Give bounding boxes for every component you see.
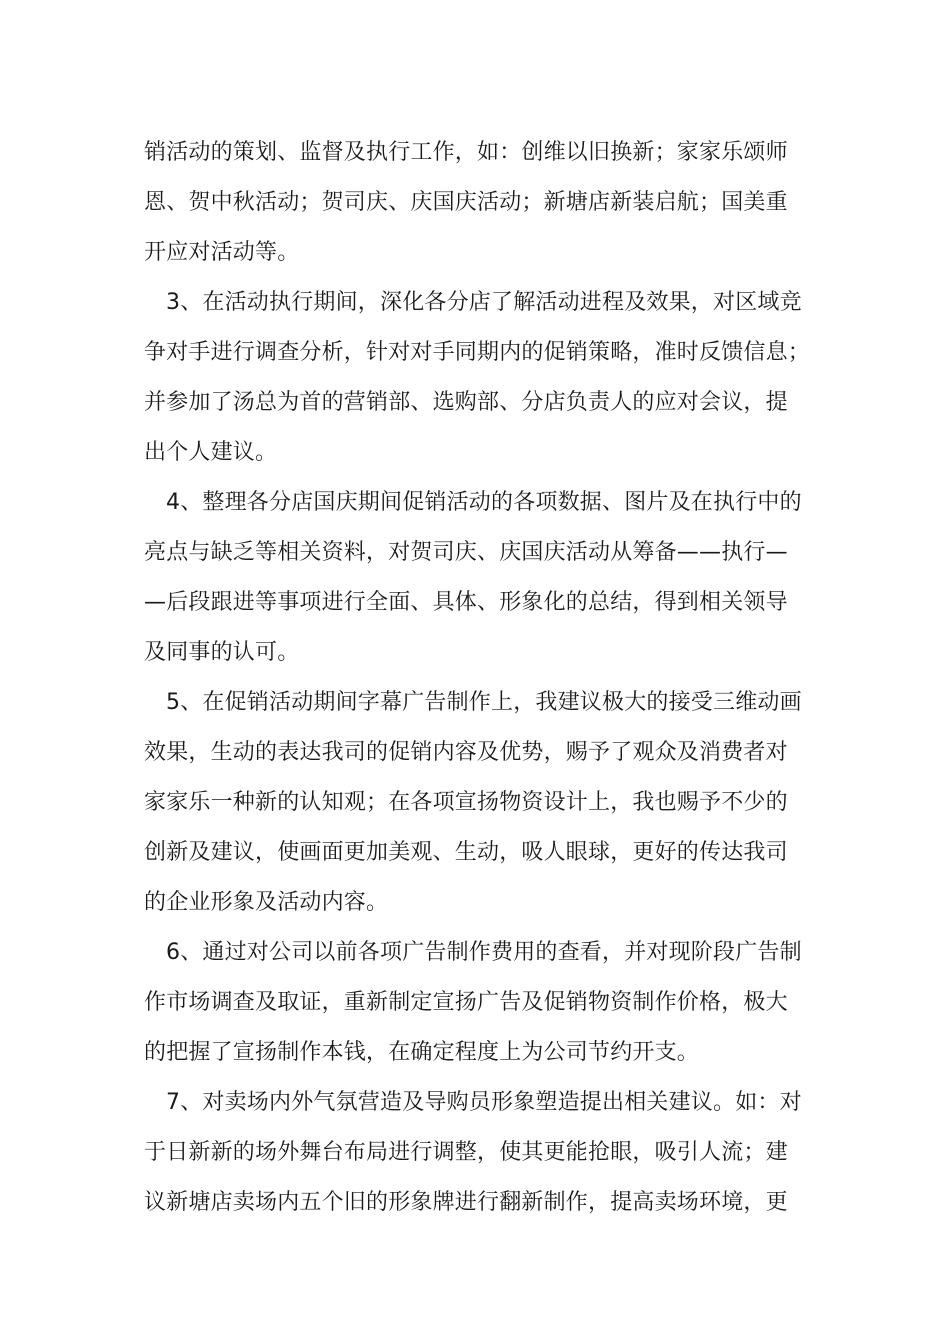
paragraph-3-start: 3、在活动执行期间，深化各分店了解活动进程及效果，对区域竞 [166, 290, 802, 315]
text-line: 作市场调查及取证，重新制定宣扬广告及促销物资制作价格，极大 [144, 990, 788, 1015]
text-line: 争对手进行调查分析，针对对手同期内的促销策略，准时反馈信息； [144, 340, 811, 365]
text-line: 及同事的认可。 [144, 640, 300, 665]
text-line: 销活动的策划、监督及执行工作，如：创维以旧换新；家家乐颂师 [144, 140, 788, 165]
text-line: 议新塘店卖场内五个旧的形象牌进行翻新制作，提高卖场环境，更 [144, 1190, 788, 1215]
paragraph-4-start: 4、整理各分店国庆期间促销活动的各项数据、图片及在执行中的 [166, 490, 802, 515]
paragraph-6-start: 6、通过对公司以前各项广告制作费用的查看，并对现阶段广告制 [166, 940, 802, 965]
text-line: 家家乐一种新的认知观；在各项宣扬物资设计上，我也赐予不少的 [144, 790, 788, 815]
text-line: 的把握了宣扬制作本钱，在确定程度上为公司节约开支。 [144, 1040, 700, 1065]
text-line: 的企业形象及活动内容。 [144, 890, 389, 915]
text-line: 效果，生动的表达我司的促销内容及优势，赐予了观众及消费者对 [144, 740, 788, 765]
text-line: 恩、贺中秋活动；贺司庆、庆国庆活动；新塘店新装启航；国美重 [144, 190, 788, 215]
text-line: 创新及建议，使画面更加美观、生动，吸人眼球，更好的传达我司 [144, 840, 788, 865]
paragraph-5-start: 5、在促销活动期间字幕广告制作上，我建议极大的接受三维动画 [166, 690, 802, 715]
text-line: 并参加了汤总为首的营销部、选购部、分店负责人的应对会议，提 [144, 390, 788, 415]
document-body [144, 128, 811, 1228]
text-line: —后段跟进等事项进行全面、具体、形象化的总结，得到相关领导 [144, 590, 788, 615]
text-line: 出个人建议。 [144, 440, 278, 465]
text-line: 亮点与缺乏等相关资料，对贺司庆、庆国庆活动从筹备——执行— [144, 540, 788, 565]
paragraph-7-start: 7、对卖场内外气氛营造及导购员形象塑造提出相关建议。如：对 [166, 1090, 802, 1115]
text-line: 于日新新的场外舞台布局进行调整，使其更能抢眼，吸引人流；建 [144, 1140, 788, 1165]
text-line: 开应对活动等。 [144, 240, 300, 265]
